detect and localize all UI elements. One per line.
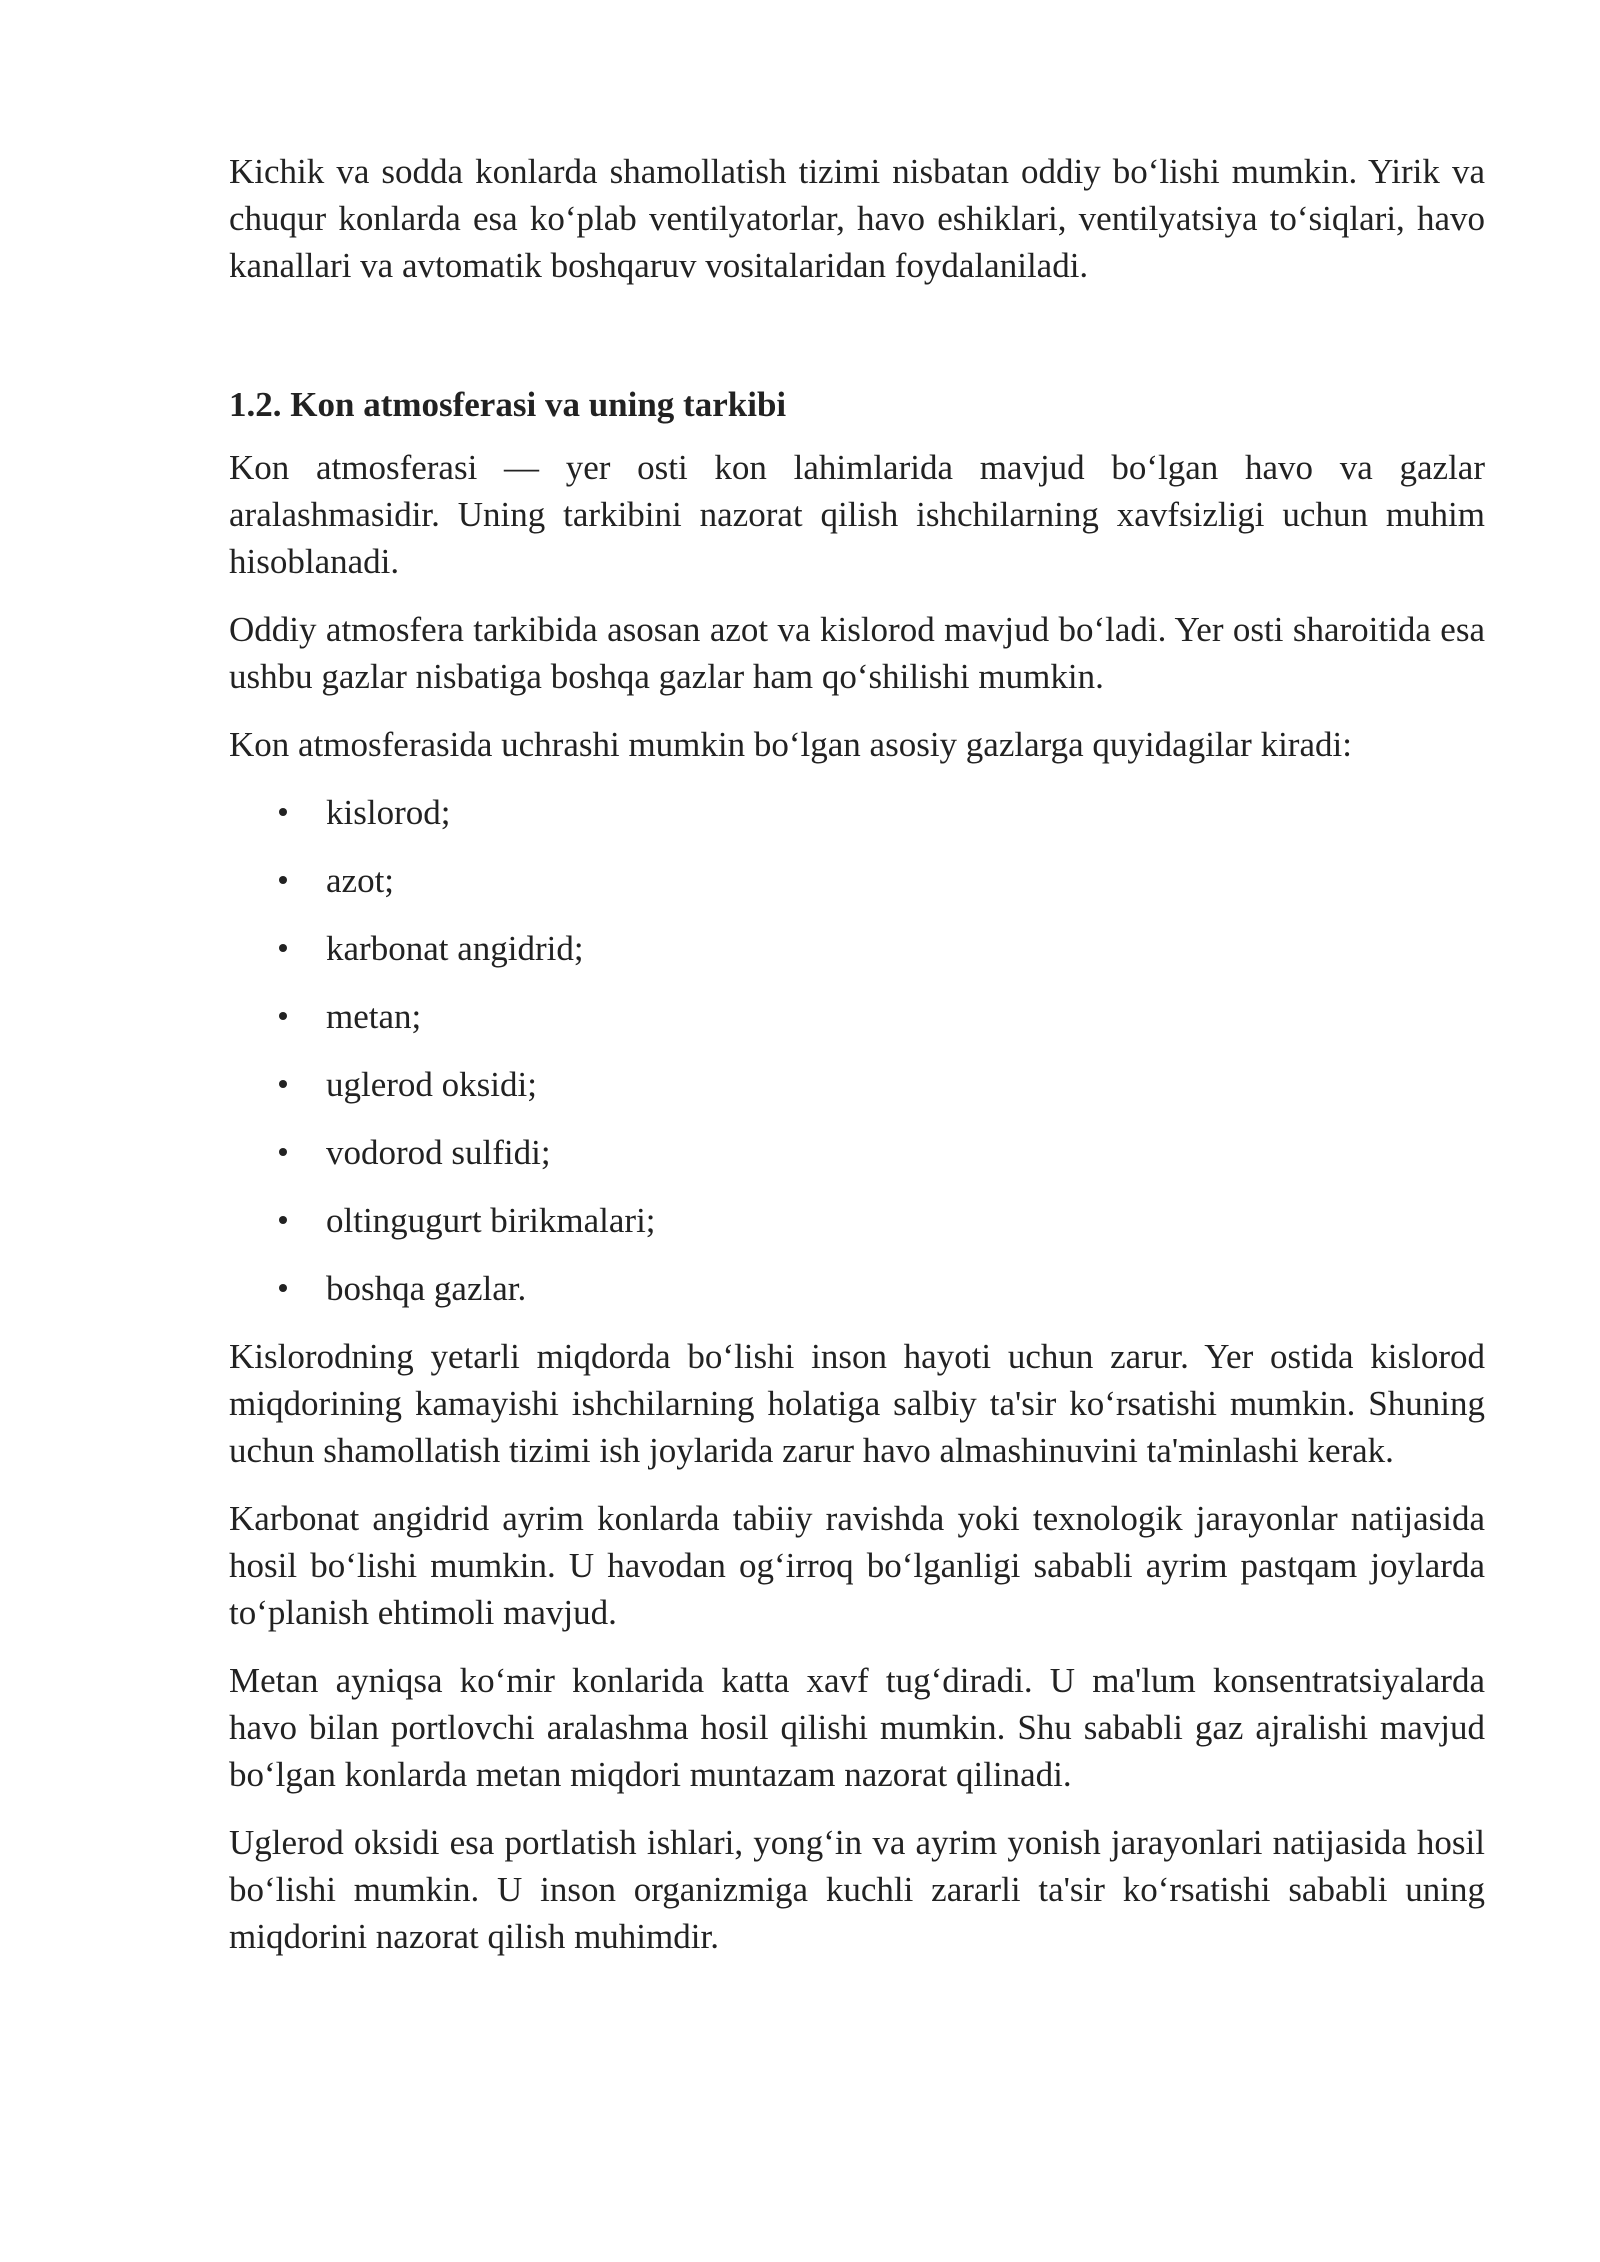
paragraph-carbon-monoxide: Uglerod oksidi esa portlatish ishlari, yong‘in va ayrim yonish jarayonlari natijasida hosil bo‘lishi mumkin. U inson organizmiga kuchli zararli ta'sir ko‘rsatishi sababli uning miqdorini nazorat qilish muhimdir. xyxy=(229,1823,1485,1956)
list-item-text: uglerod oksidi; xyxy=(326,1065,537,1104)
bullet-icon xyxy=(279,876,287,884)
gas-list xyxy=(229,789,1485,1312)
bullet-icon xyxy=(279,1012,287,1020)
bullet-icon xyxy=(279,808,287,816)
list-item xyxy=(229,1129,1485,1176)
list-item-text: oltingugurt birikmalari; xyxy=(326,1201,656,1240)
list-item xyxy=(229,925,1485,972)
list-item-text: metan; xyxy=(326,997,422,1036)
list-item-text: boshqa gazlar. xyxy=(326,1269,527,1308)
paragraph-oxygen: Kislorodning yetarli miqdorda bo‘lishi inson hayoti uchun zarur. Yer ostida kislorod miqdorining kamayishi ishchilarning holatiga salbiy ta'sir ko‘rsatishi mumkin. Shuning uchun shamollatish tizimi ish joylarida zarur havo almashinuvini ta'minlashi kerak. xyxy=(229,1337,1485,1470)
section-heading: 1.2. Kon atmosferasi va uning tarkibi xyxy=(229,385,787,424)
paragraph-carbon-dioxide: Karbonat angidrid ayrim konlarda tabiiy ravishda yoki texnologik jarayonlar natijasida hosil bo‘lishi mumkin. U havodan og‘irroq bo‘lganligi sababli ayrim pastqam joylarda to‘planish ehtimoli mavjud. xyxy=(229,1499,1485,1632)
paragraph-composition: Oddiy atmosfera tarkibida asosan azot va kislorod mavjud bo‘ladi. Yer osti sharoitida esa ushbu gazlar nisbatiga boshqa gazlar ham qo‘shilishi mumkin. xyxy=(229,610,1485,696)
bullet-icon xyxy=(279,1080,287,1088)
paragraph-methane: Metan ayniqsa ko‘mir konlarida katta xavf tug‘diradi. U ma'lum konsentratsiyalarda havo bilan portlovchi aralashma hosil qilishi mumkin. Shu sababli gaz ajralishi mavjud bo‘lgan konlarda metan miqdori muntazam nazorat qilinadi. xyxy=(229,1661,1485,1794)
bullet-icon xyxy=(279,1216,287,1224)
paragraph-definition: Kon atmosferasi — yer osti kon lahimlarida mavjud bo‘lgan havo va gazlar aralashmasidir. Uning tarkibini nazorat qilish ishchilarning xavfsizligi uchun muhim hisoblanadi. xyxy=(229,448,1485,581)
bullet-icon xyxy=(279,1284,287,1292)
list-item xyxy=(229,1061,1485,1108)
list-item xyxy=(229,1265,1485,1312)
list-item-text: vodorod sulfidi; xyxy=(326,1133,551,1172)
list-item xyxy=(229,789,1485,836)
document-page xyxy=(229,148,1485,1981)
bullet-icon xyxy=(279,944,287,952)
list-item-text: kislorod; xyxy=(326,793,451,832)
list-item-text: azot; xyxy=(326,861,395,900)
paragraph-list-intro: Kon atmosferasida uchrashi mumkin bo‘lgan asosiy gazlarga quyidagilar kiradi: xyxy=(229,725,1352,764)
list-item xyxy=(229,993,1485,1040)
bullet-icon xyxy=(279,1148,287,1156)
list-item xyxy=(229,1197,1485,1244)
list-item xyxy=(229,857,1485,904)
intro-paragraph: Kichik va sodda konlarda shamollatish tizimi nisbatan oddiy bo‘lishi mumkin. Yirik va chuqur konlarda esa ko‘plab ventilyatorlar, havo eshiklari, ventilyatsiya to‘siqlari, havo kanallari va avtomatik boshqaruv vositalaridan foydalaniladi. xyxy=(229,152,1485,285)
list-item-text: karbonat angidrid; xyxy=(326,929,584,968)
